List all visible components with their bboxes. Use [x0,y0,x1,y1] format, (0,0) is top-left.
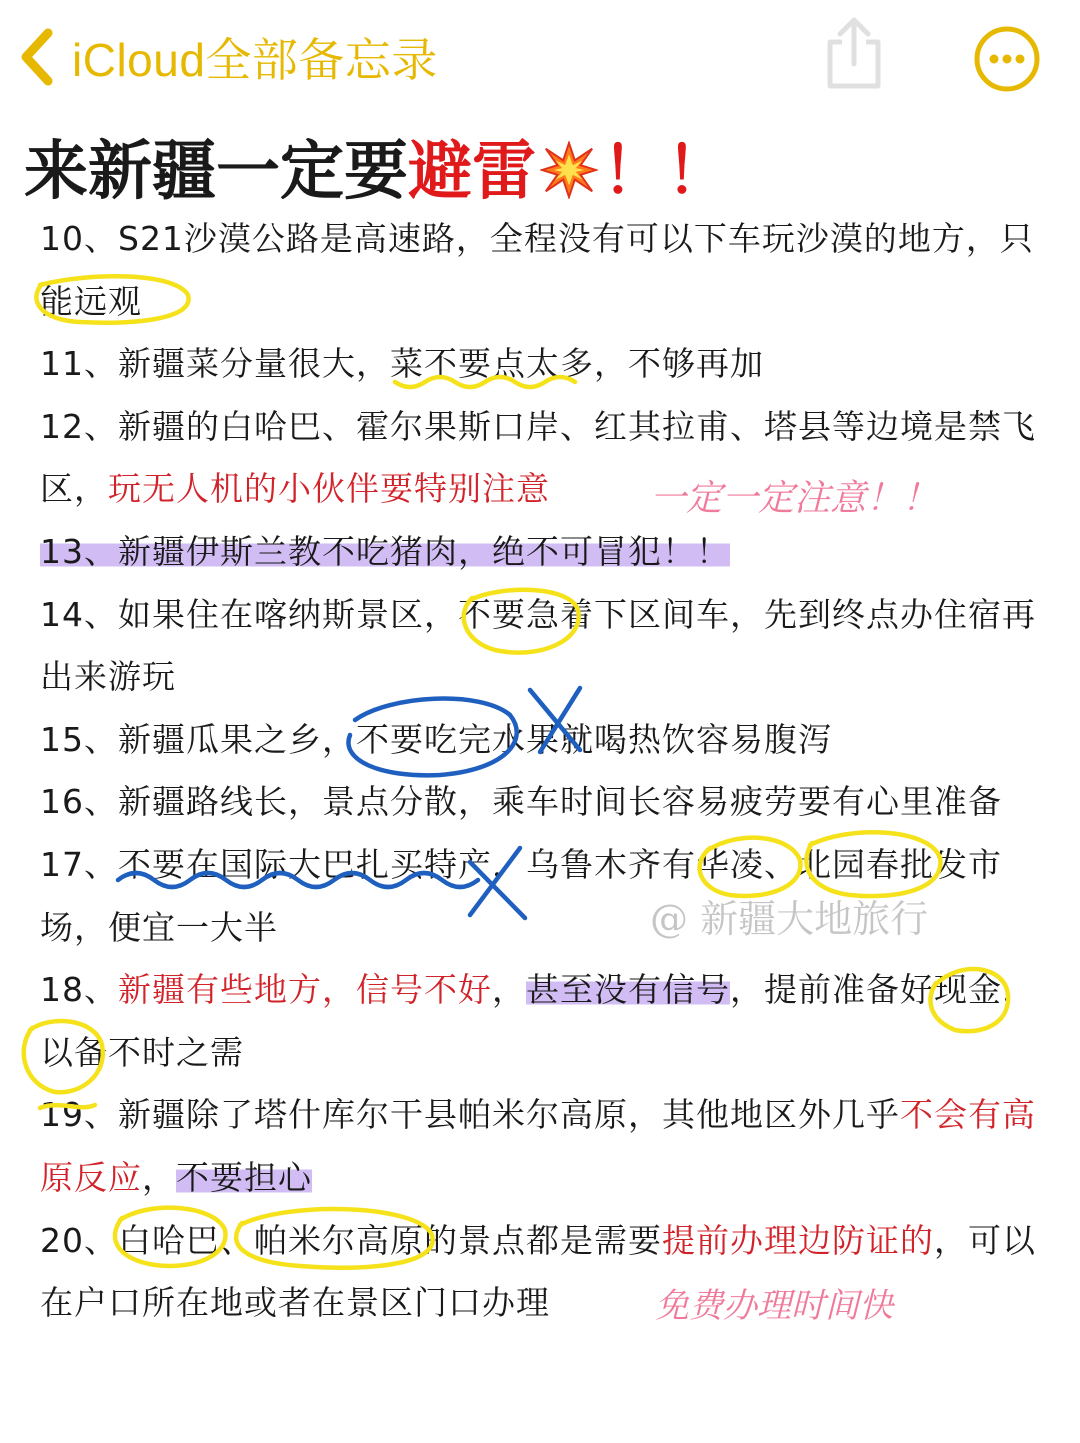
watermark: @ 新疆大地旅行 [650,897,929,941]
item-highlighted-text: 13、新疆伊斯兰教不吃猪肉，绝不可冒犯！！ [40,531,730,571]
back-label: iCloud全部备忘录 [72,34,438,86]
item-red-text: 提前办理边防证的 [662,1220,934,1260]
item-red-text: 新疆有些地方，信号不好 [118,970,492,1010]
item-text: ，可以在户口所在地或者在景区门口办理 [40,1220,1036,1323]
navigation-bar [0,0,1080,120]
handwritten-note: 一定一定注意！！ [650,478,939,519]
list-item: 16、新疆路线长，景点分散，乘车时间长容易疲劳要有心里准备 [40,782,1002,822]
list-item [40,1084,1040,1209]
chevron-left-icon [18,27,58,87]
share-icon[interactable] [822,16,886,92]
handwritten-note: 免费办理时间快 [655,1286,893,1326]
item-text: ， [142,1157,176,1197]
item-text: ，提前准备好现金，以备不时之需 [40,970,1036,1072]
item-highlighted-text: 甚至没有信号 [526,970,730,1010]
list-item: 10、S21沙漠公路是高速路，全程没有可以下车玩沙漠的地方，只能远观 [40,219,1034,321]
list-item: 15、新疆瓜果之乡，不要吃完水果就喝热饮容易腹泻 [40,719,832,759]
list-item [40,521,1040,584]
back-button[interactable] [18,22,438,92]
item-text: 12、新疆的白哈巴、霍尔果斯口岸、红其拉甫、塔县等边境是禁飞区， [40,406,1036,509]
list-item [40,959,1040,1084]
item-text: 20、白哈巴、帕米尔高原的景点都是需要 [40,1220,662,1260]
title-exclamations: ！！ [602,135,730,209]
collision-icon [540,141,598,199]
item-text: 18、 [40,970,118,1010]
list-item: 11、新疆菜分量很大，菜不要点太多，不够再加 [40,344,764,384]
title-text: 来新疆一定要 [24,135,408,209]
note-body [40,208,1040,1335]
note-title [24,130,730,214]
item-red-text: 不会有高原反应 [40,1095,1036,1197]
item-highlighted-text: 不要担心 [176,1157,312,1197]
item-text: ， [492,970,526,1010]
title-red-text: 避雷 [408,135,536,209]
more-circle-icon[interactable] [972,24,1042,94]
list-item: 17、不要在国际大巴扎买特产，乌鲁木齐有华凌、北园春批发市场，便宜一大半 [40,844,1002,947]
list-item: 14、如果住在喀纳斯景区，不要急着下区间车，先到终点办住宿再出来游玩 [40,594,1036,697]
item-red-text: 玩无人机的小伙伴要特别注意 [108,469,550,509]
item-text: 19、新疆除了塔什库尔干县帕米尔高原，其他地区外几乎 [40,1095,900,1135]
